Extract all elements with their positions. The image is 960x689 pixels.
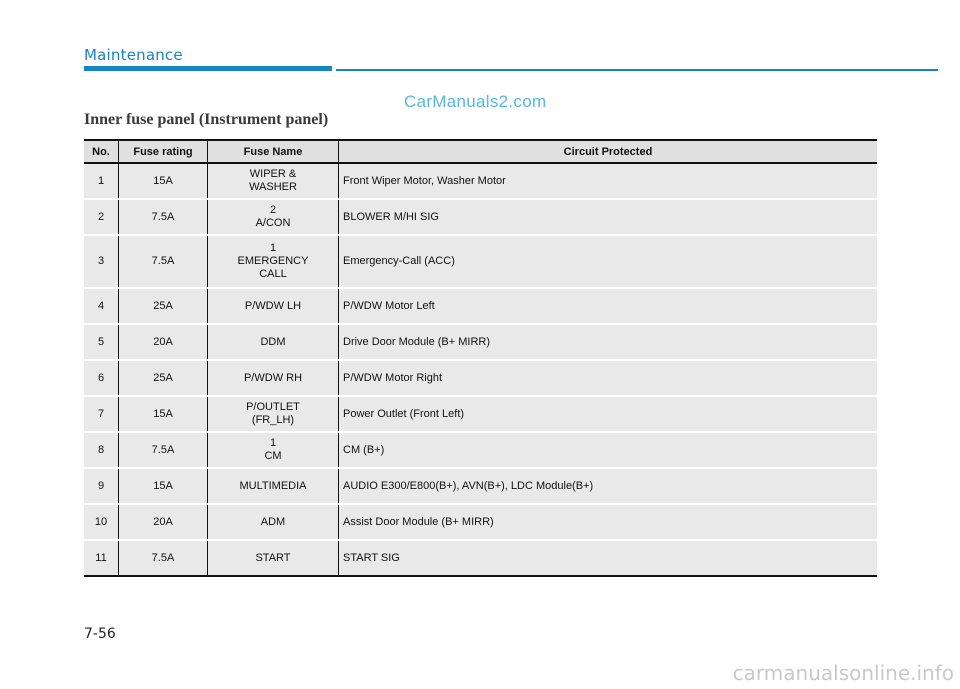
table-row	[84, 324, 877, 360]
page-number: 7-56	[84, 626, 116, 642]
section-rule-thin	[336, 69, 938, 71]
table-row	[84, 396, 877, 432]
cell-fuse-name: ADM	[208, 504, 339, 540]
cell-circuit-protected: CM (B+)	[339, 432, 878, 468]
cell-fuse-rating: 15A	[119, 468, 208, 504]
cell-fuse-rating: 7.5A	[119, 432, 208, 468]
cell-no: 9	[84, 468, 119, 504]
table-row	[84, 432, 877, 468]
table-row	[84, 199, 877, 235]
table-row	[84, 540, 877, 576]
table-row	[84, 468, 877, 504]
cell-no: 5	[84, 324, 119, 360]
cell-fuse-name: START	[208, 540, 339, 576]
cell-fuse-name: 1 CM	[208, 432, 339, 468]
cell-fuse-rating: 7.5A	[119, 540, 208, 576]
cell-circuit-protected: AUDIO E300/E800(B+), AVN(B+), LDC Module(B+)	[339, 468, 878, 504]
cell-circuit-protected: Drive Door Module (B+ MIRR)	[339, 324, 878, 360]
header-circuit-protected: Circuit Protected	[339, 140, 878, 163]
table-row	[84, 288, 877, 324]
cell-fuse-rating: 15A	[119, 396, 208, 432]
cell-fuse-rating: 25A	[119, 360, 208, 396]
cell-fuse-name: MULTIMEDIA	[208, 468, 339, 504]
footer-site-link[interactable]: carmanualsonline.info	[732, 661, 954, 685]
cell-fuse-name: WIPER & WASHER	[208, 163, 339, 199]
cell-fuse-name: 1 EMERGENCY CALL	[208, 235, 339, 288]
cell-fuse-rating: 7.5A	[119, 199, 208, 235]
table-row	[84, 504, 877, 540]
table-body	[84, 163, 877, 576]
cell-circuit-protected: P/WDW Motor Left	[339, 288, 878, 324]
section-rule-thick	[84, 66, 332, 71]
fuse-table	[84, 139, 877, 577]
cell-no: 1	[84, 163, 119, 199]
table-header-row	[84, 140, 877, 163]
cell-fuse-name: P/WDW RH	[208, 360, 339, 396]
cell-no: 10	[84, 504, 119, 540]
header-fuse-rating: Fuse rating	[119, 140, 208, 163]
cell-fuse-name: P/WDW LH	[208, 288, 339, 324]
cell-fuse-rating: 25A	[119, 288, 208, 324]
cell-no: 4	[84, 288, 119, 324]
cell-no: 8	[84, 432, 119, 468]
watermark-link[interactable]: CarManuals2.com	[404, 92, 547, 111]
cell-no: 11	[84, 540, 119, 576]
cell-no: 7	[84, 396, 119, 432]
cell-circuit-protected: Assist Door Module (B+ MIRR)	[339, 504, 878, 540]
cell-fuse-name: 2 A/CON	[208, 199, 339, 235]
table-row	[84, 163, 877, 199]
cell-fuse-name: P/OUTLET (FR_LH)	[208, 396, 339, 432]
section-label: Maintenance	[84, 46, 183, 64]
cell-no: 6	[84, 360, 119, 396]
cell-circuit-protected: START SIG	[339, 540, 878, 576]
cell-fuse-rating: 7.5A	[119, 235, 208, 288]
cell-fuse-rating: 15A	[119, 163, 208, 199]
cell-fuse-rating: 20A	[119, 324, 208, 360]
cell-no: 2	[84, 199, 119, 235]
cell-circuit-protected: Front Wiper Motor, Washer Motor	[339, 163, 878, 199]
cell-no: 3	[84, 235, 119, 288]
header-fuse-name: Fuse Name	[208, 140, 339, 163]
header-no: No.	[84, 140, 119, 163]
cell-circuit-protected: P/WDW Motor Right	[339, 360, 878, 396]
cell-fuse-rating: 20A	[119, 504, 208, 540]
cell-circuit-protected: Emergency-Call (ACC)	[339, 235, 878, 288]
cell-fuse-name: DDM	[208, 324, 339, 360]
table-row	[84, 235, 877, 288]
page-title: Inner fuse panel (Instrument panel)	[84, 111, 329, 128]
cell-circuit-protected: Power Outlet (Front Left)	[339, 396, 878, 432]
table-row	[84, 360, 877, 396]
cell-circuit-protected: BLOWER M/HI SIG	[339, 199, 878, 235]
